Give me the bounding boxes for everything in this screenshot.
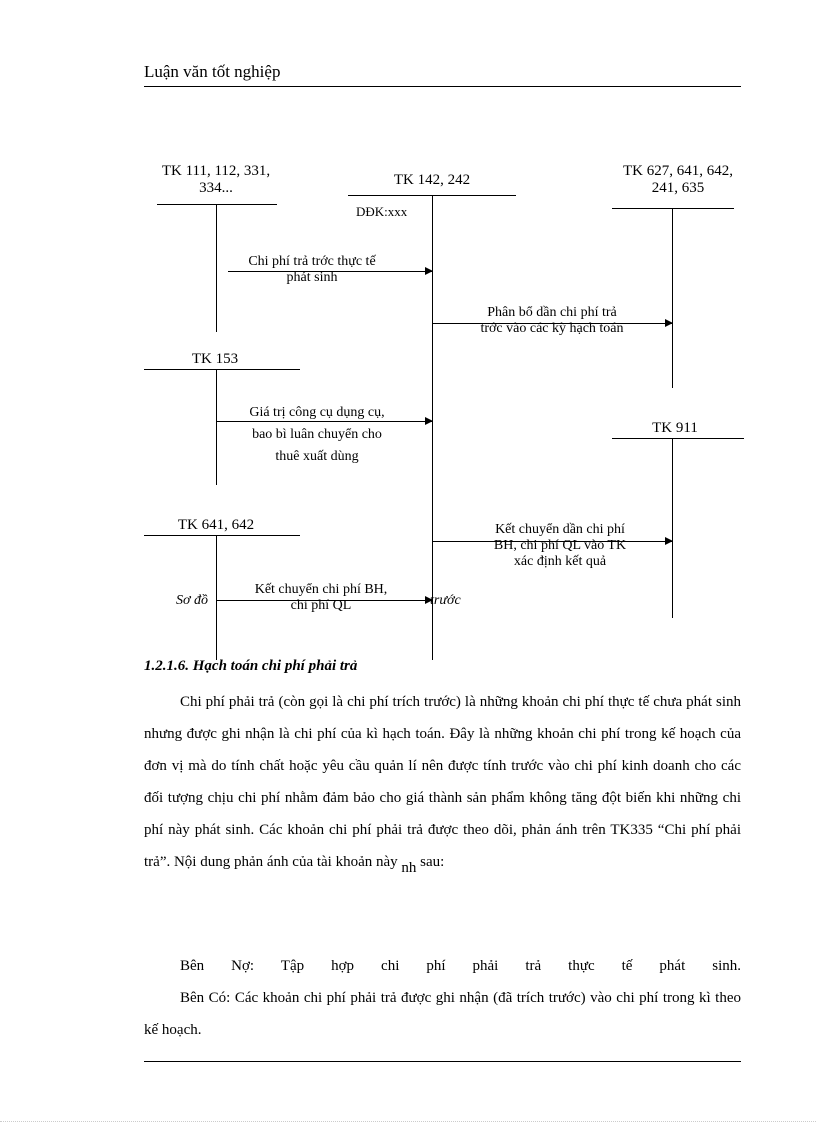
account-tk142-axis xyxy=(432,195,433,660)
section-heading: 1.2.1.6. Hạch toán chi phí phải trả xyxy=(144,658,358,674)
account-tk111-label: TK 111, 112, 331, 334... xyxy=(161,163,271,196)
page-header-title: Luận văn tốt nghiệp xyxy=(144,62,281,81)
account-tk911-rule xyxy=(612,438,744,439)
page-bottom-edge xyxy=(0,1121,816,1122)
account-tk153-label: TK 153 xyxy=(191,351,239,367)
account-tk153-rule xyxy=(144,369,300,370)
flow-tools-label: Giá trị công cụ dụng cụ, bao bì luân chuyển cho thuê xuất dùng xyxy=(249,405,385,464)
debit-side-text: Bên Nợ: Tập hợp chi phí phải trả thực tế phát sinh. xyxy=(180,958,741,974)
account-tk111-axis xyxy=(216,204,217,332)
account-tk142-label: TK 142, 242 xyxy=(393,172,471,188)
account-tk627-rule xyxy=(612,208,734,209)
diagram-caption-left: Sơ đồ xyxy=(176,593,208,608)
flow-allocation-label: Phân bổ dần chi phí trả trớc vào các kỳ hạch toán xyxy=(480,305,624,336)
account-tk153-axis xyxy=(216,369,217,485)
flow-allocation-arrow xyxy=(432,323,672,324)
flow-transfer-result-label: Kết chuyển dần chi phí BH, chi phí QL vào TK xác định kết quả xyxy=(493,522,627,569)
footer-rule xyxy=(144,1061,741,1062)
account-tk627-label: TK 627, 641, 642, 241, 635 xyxy=(623,163,733,196)
account-tk641-rule xyxy=(144,535,300,536)
account-tk111-rule xyxy=(157,204,277,205)
flow-prepaid-incurred-label: Chi phí trả trớc thực tế phát sinh xyxy=(248,254,376,285)
diagram-caption-right: trước xyxy=(430,593,461,608)
body-paragraph-text: Chi phí phải trả (còn gọi là chi phí trích trước) là những khoản chi phí thực tế chưa phát sinh nhưng được ghi nhận là chi phí của kì hạch toán. Đây là những khoản chi phí trong kế hoạch của đơn vị mà do tính chất hoặc yêu cầu quản lí nên được tính trước vào chi phí kinh doanh cho các đối tượng chịu chi phí nhằm đảm bảo cho giá thành sản phẩm không tăng đột biến khi những chi phí này phát sinh. Các khoản chi phí phải trả được theo dõi, phản ánh trên TK335 “Chi phí phải trả”. Nội dung phản ánh của tài khoản này xyxy=(144,694,741,870)
flow-transfer-result-arrow xyxy=(432,541,672,542)
account-tk142-balance: DĐK:xxx xyxy=(356,204,408,219)
flow-transfer-expense-arrow xyxy=(216,600,432,601)
flow-transfer-expense-label: Kết chuyển chi phí BH, chi phí QL xyxy=(254,582,388,613)
flow-tools-arrow xyxy=(216,421,432,422)
account-tk911-label: TK 911 xyxy=(652,420,698,436)
body-paragraph xyxy=(144,686,741,878)
account-tk627-axis xyxy=(672,208,673,388)
account-tk911-axis xyxy=(672,438,673,618)
credit-side-text: Bên Có: Các khoản chi phí phải trả được ghi nhận (đã trích trước) vào chi phí trong kì theo kế hoạch. xyxy=(144,990,741,1038)
body-paragraph-nh: nh xyxy=(401,860,417,876)
body-paragraph-end: sau: xyxy=(420,854,445,870)
account-tk641-label: TK 641, 642 xyxy=(177,517,255,533)
header-rule xyxy=(144,86,741,87)
flow-prepaid-incurred-arrow xyxy=(228,271,432,272)
